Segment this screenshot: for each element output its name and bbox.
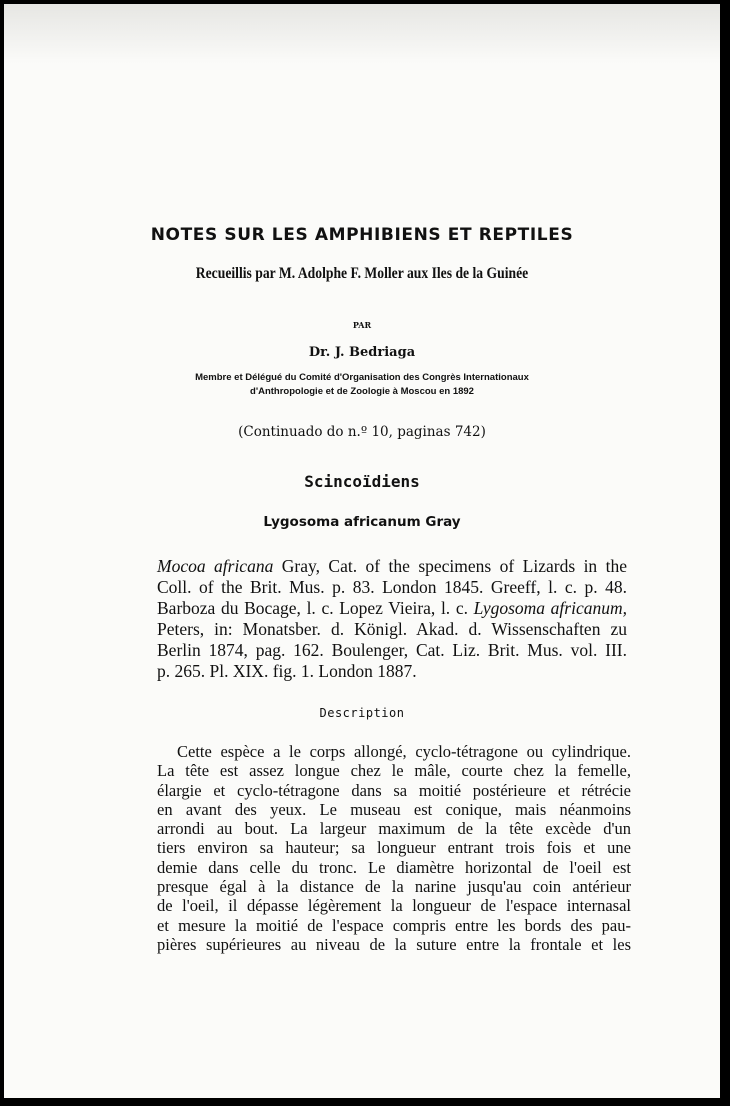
body-line: tiers environ sa hauteur; sa longueur entrant trois fois et une [157,838,631,858]
synonym-name-italic: Lygosoma africanum, [473,598,627,618]
description-heading: Description [319,706,405,720]
synonymy-line: p. 265. Pl. XIX. fig. 1. London 1887. [157,661,417,681]
synonymy-line: Berlin 1874, pag. 162. Boulenger, Cat. Liz. Brit. Mus. vol. III. [157,640,627,660]
body-line: La tête est assez longue chez le mâle, courte chez la femelle, [157,761,631,781]
article-subtitle: Recueillis par M. Adolphe F. Moller aux Iles de la Guinée [195,265,529,282]
body-line: en avant des yeux. Le museau est conique, mais néanmoins [157,799,631,819]
continuation-note: (Continuado do n.º 10, paginas 742) [238,424,486,440]
synonymy-text: Gray, Cat. of the specimens of Lizards in the [273,556,627,576]
author-affiliation-line-2: d'Anthropologie et de Zoologie à Moscou en 1892 [250,386,474,397]
article-title: NOTES SUR LES AMPHIBIENS ET REPTILES [150,225,574,245]
body-line: élargie et cyclo-tétragone dans sa moitié postérieure et rétrécie [157,780,631,800]
synonymy-line [157,598,627,619]
body-line: arrondi au bout. La largeur maximum de la tête excède d'un [157,819,631,839]
synonym-name-italic: Mocoa africana [157,556,274,576]
body-line: presque égal à la distance de la narine jusqu'au coin antérieur [157,877,631,897]
page-edge-shadow [4,4,720,64]
synonymy-line: Peters, in: Monatsber. d. Königl. Akad. d. Wissenschaften zu [157,619,627,639]
synonymy-paragraph [157,556,627,682]
synonymy-text: Barboza du Bocage, l. c. Lopez Vieira, l. c. [157,598,474,618]
synonymy-line: Coll. of the Brit. Mus. p. 83. London 1845. Greeff, l. c. p. 48. [157,577,627,597]
family-heading: Scincoïdiens [304,472,420,491]
author-name: Dr. J. Bedriaga [308,345,416,360]
description-paragraph [157,742,631,954]
body-line: Cette espèce a le corps allongé, cyclo-tétragone ou cylindrique. [177,742,631,761]
body-line: de l'oeil, il dépasse légèrement la longueur de l'espace internasal [157,896,631,916]
body-line: et mesure la moitié de l'espace compris entre les bords des pau- [157,915,631,935]
author-affiliation-line-1: Membre et Délégué du Comité d'Organisation des Congrès Internationaux [195,372,529,383]
body-line: demie dans celle du tronc. Le diamètre horizontal de l'oeil est [157,857,631,877]
document-page [4,4,720,1098]
species-heading: Lygosoma africanum Gray [263,514,461,530]
body-line: pières supérieures au niveau de la suture entre la frontale et les [157,934,631,954]
by-label: PAR [352,320,372,330]
synonymy-line [157,556,627,577]
